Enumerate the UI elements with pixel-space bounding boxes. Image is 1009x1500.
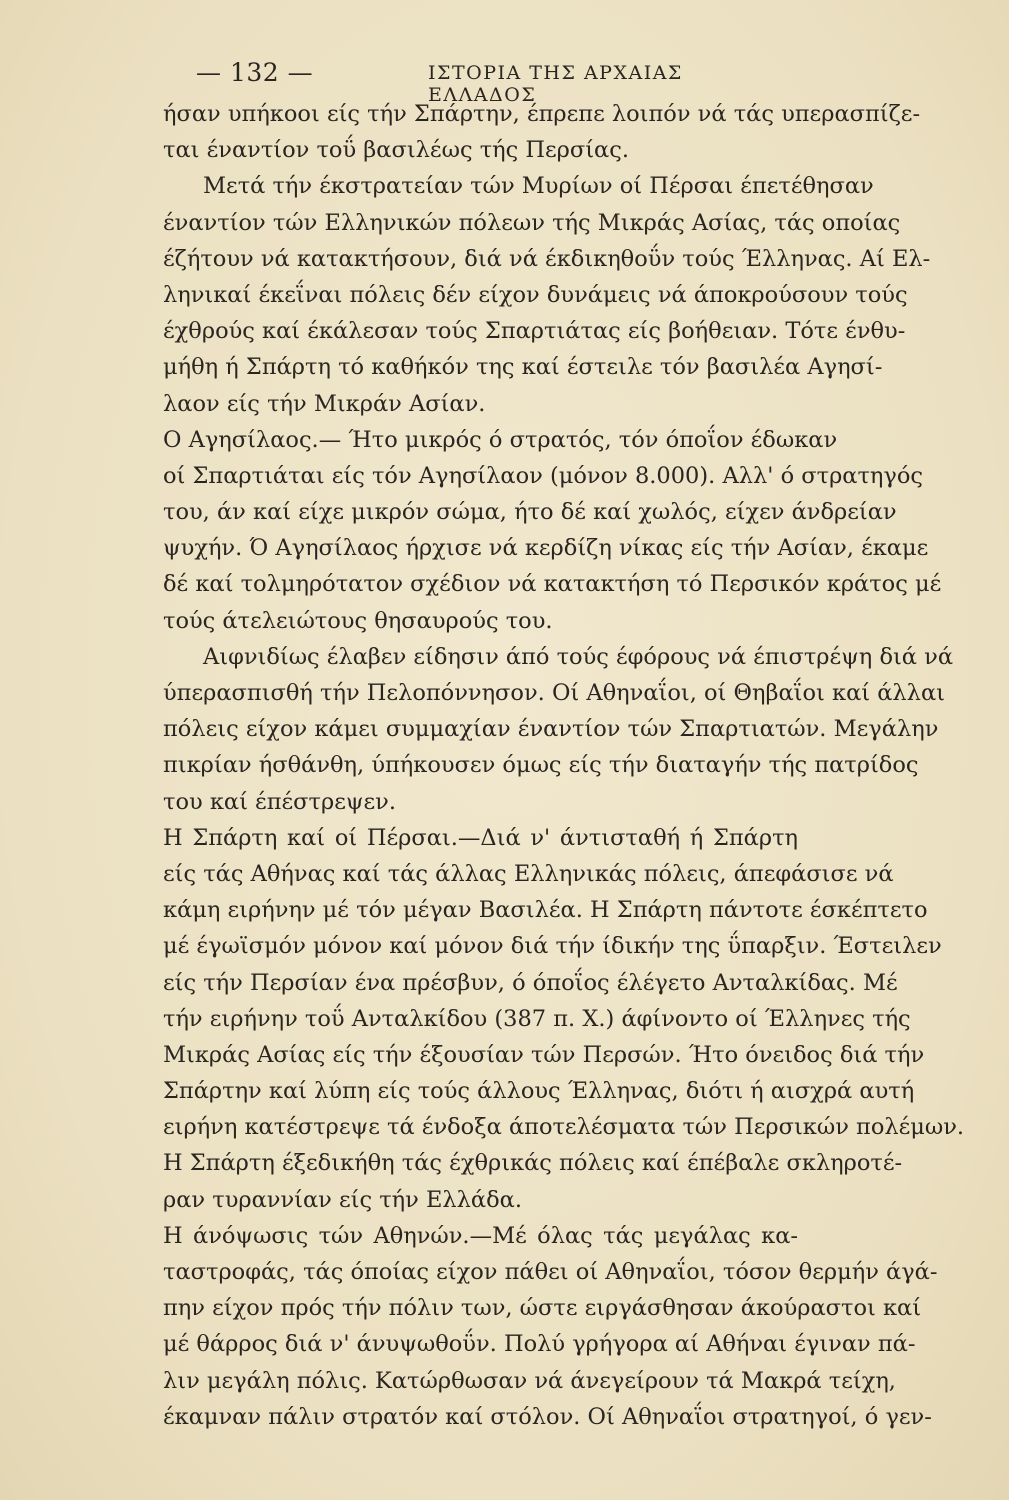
text-line: δέ καί τολμηρότατον σχέδιον νά κατακτήση τό Περσικόν κράτος μέ xyxy=(163,571,942,598)
text-line: ύπερασπισθή τήν Πελοπόννησον. Οί Αθηναΐοι, οί Θηβαΐοι καί άλλαι xyxy=(163,680,945,706)
text-line: ραν τυραννίαν είς τήν Ελλάδα. xyxy=(163,1186,523,1213)
text-line: είς τάς Αθήνας καί τάς άλλας Ελληνικάς πόλεις, άπεφάσισε νά xyxy=(163,860,894,887)
running-head: ΙΣΤΟΡΙΑ ΤΗΣ ΑΡΧΑΙΑΣ ΕΛΛΑΔΟΣ xyxy=(428,62,683,106)
text-line: πόλεις είχον κάμει συμμαχίαν έναντίον τών Σπαρτιατών. Μεγάλην xyxy=(163,716,939,743)
text-line: έναντίον τών Ελληνικών πόλεων τής Μικράς Ασίας, τάς οποίας xyxy=(163,209,901,236)
text-line: μέ έγωϊσμόν μόνον καί μόνον διά τήν ίδικήν της ΰπαρξιν. Έστειλεν xyxy=(163,933,942,960)
paragraph-start: Αιφνιδίως έλαβεν είδησιν άπό τούς έφόρους νά έπιστρέψη διά νά xyxy=(203,643,954,670)
text-line: Σπάρτην καί λύπη είς τούς άλλους Έλληνας, διότι ή αισχρά αυτή xyxy=(163,1078,915,1105)
text-line: ψυχήν. Ό Αγησίλαος ήρχισε νά κερδίζη νίκας είς τήν Ασίαν, έκαμε xyxy=(163,535,929,562)
text-line: πικρίαν ήσθάνθη, ύπήκουσεν όμως είς τήν διαταγήν τής πατρίδος xyxy=(163,752,919,779)
text-line: είς τήν Περσίαν ένα πρέσβυν, ό όποΐος έλέγετο Ανταλκίδας. Μέ xyxy=(163,969,898,996)
text-line: του καί έπέστρεψεν. xyxy=(163,788,396,815)
body-text xyxy=(163,96,965,1435)
text-line: οί Σπαρτιάται είς τόν Αγησίλαον (μόνον 8.000). Αλλ' ό στρατηγός xyxy=(163,462,924,489)
text-line: έκαμναν πάλιν στρατόν καί στόλον. Οί Αθηναΐοι στρατηγοί, ό γεν- xyxy=(163,1403,932,1430)
text-line: πην είχον πρός τήν πόλιν των, ώστε ειργάσθησαν άκούραστοι καί xyxy=(163,1295,922,1322)
text-line: μήθη ή Σπάρτη τό καθήκόν της καί έστειλε τόν βασιλέα Αγησί- xyxy=(163,354,883,381)
text-line: έζήτουν νά κατακτήσουν, διά νά έκδικηθοΰν τούς Έλληνας. Αί Ελ- xyxy=(163,245,931,272)
text-line: Μικράς Ασίας είς τήν έξουσίαν τών Περσών. Ήτο όνειδος διά τήν xyxy=(163,1041,925,1068)
text-line: Η Σπάρτη έξεδικήθη τάς έχθρικάς πόλεις καί έπέβαλε σκληροτέ- xyxy=(163,1150,903,1177)
text-line: ληνικαί έκεΐναι πόλεις δέν είχον δυνάμεις νά άποκρούσουν τούς xyxy=(163,281,908,308)
paragraph-start: Μετά τήν έκστρατείαν τών Μυρίων οί Πέρσαι έπετέθησαν xyxy=(203,173,874,200)
text-line: ειρήνη κατέστρεψε τά ένδοξα άποτελέσματα τών Περσικών πολέμων. xyxy=(163,1114,965,1141)
text-line: έχθρούς καί έκάλεσαν τούς Σπαρτιάτας είς βοήθειαν. Τότε ένθυ- xyxy=(163,318,906,345)
text-line: του, άν καί είχε μικρόν σώμα, ήτο δέ καί χωλός, είχεν άνδρείαν xyxy=(163,499,897,526)
text-line: λιν μεγάλη πόλις. Κατώρθωσαν νά άνεγείρουν τά Μακρά τείχη, xyxy=(163,1367,896,1394)
section-agesilaos: Ο Αγησίλαος.— Ήτο μικρός ό στρατός, τόν όποΐον έδωκαν xyxy=(163,426,838,453)
section-sparta-persians: Η Σπάρτη καί οί Πέρσαι.—Διά ν' άντισταθή ή Σπάρτη xyxy=(163,824,798,851)
text-line: ται έναντίον τοΰ βασιλέως τής Περσίας. xyxy=(163,137,630,164)
text-line: κάμη ειρήνην μέ τόν μέγαν Βασιλέα. Η Σπάρτη πάντοτε έσκέπτετο xyxy=(163,897,928,924)
text-line: λαον είς τήν Μικράν Ασίαν. xyxy=(163,390,486,417)
text-line: ήσαν υπήκοοι είς τήν Σπάρτην, έπρεπε λοιπόν νά τάς υπερασπίζε- xyxy=(163,101,921,127)
page-header xyxy=(196,58,796,106)
text-line: τήν ειρήνην τοΰ Ανταλκίδου (387 π. Χ.) άφίνοντο οί Έλληνες τής xyxy=(163,1005,911,1032)
text-line: τούς άτελειώτους θησαυρούς του. xyxy=(163,607,553,634)
text-line: μέ θάρρος διά ν' άνυψωθοΰν. Πολύ γρήγορα αί Αθήναι έγιναν πά- xyxy=(163,1331,916,1358)
text-line: ταστροφάς, τάς όποίας είχον πάθει οί Αθηναΐοι, τόσον θερμήν άγά- xyxy=(163,1259,938,1285)
page-number: — 132 — xyxy=(196,58,314,87)
section-athens-rise: Η άνόψωσις τών Αθηνών.—Μέ όλας τάς μεγάλας κα- xyxy=(163,1222,798,1249)
